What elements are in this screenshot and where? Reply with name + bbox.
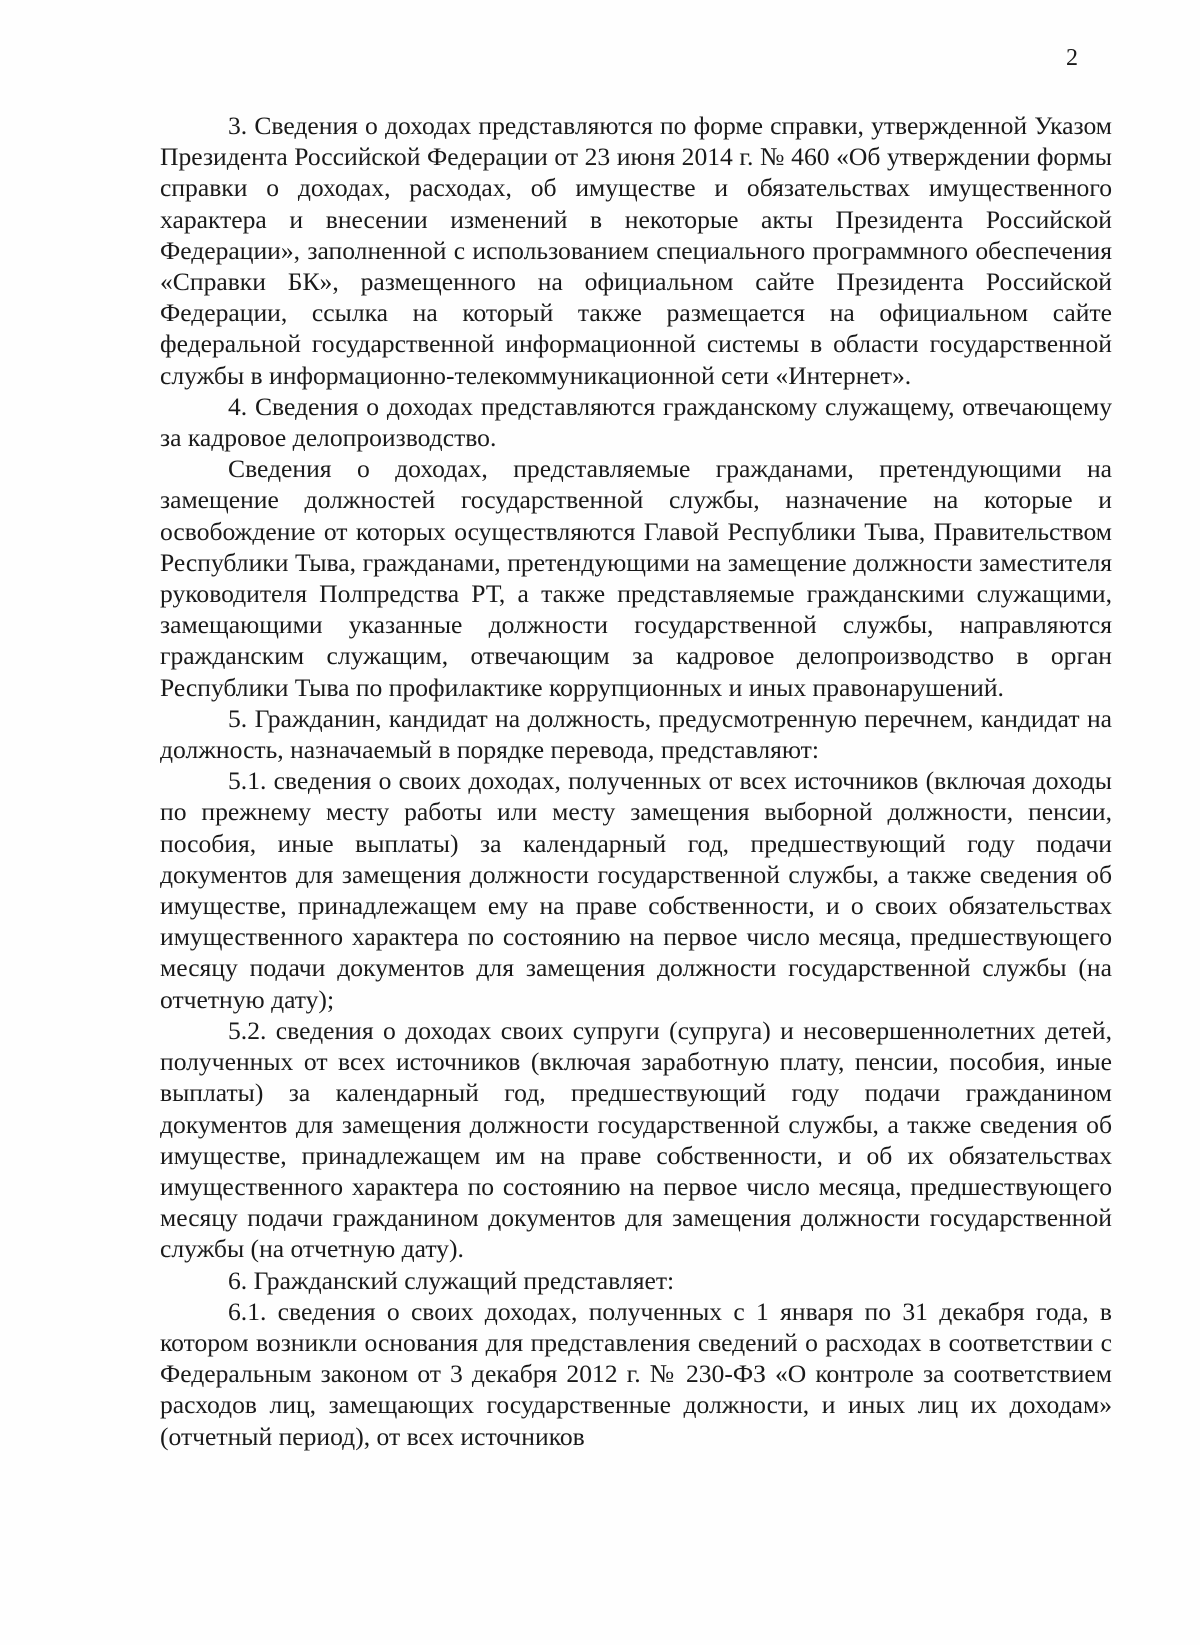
paragraph-3: 3. Сведения о доходах представляются по форме справки, утвержденной Указом Президента Российской Федерации от 23 июня 2014 г. № 460 «Об утверждении формы справки о доходах, расходах, об имуществе и обязательствах имущественного характера и внесении изменений в некоторые акты Президента Российской Федерации», заполненной с использованием специального программного обеспечения «Справки БК», размещенного на официальном сайте Президента Российской Федерации, ссылка на который также размещается на официальном сайте федеральной государственной информационной системы в области государственной службы в информационно-телекоммуникационной сети «Интернет». [160,111,1112,390]
paragraph-5-2: 5.2. сведения о доходах своих супруги (супруга) и несовершеннолетних детей, полученных от всех источников (включая заработную плату, пенсии, пособия, иные выплаты) за календарный год, предшествующий году подачи гражданином документов для замещения должности государственной службы, а также сведения об имуществе, принадлежащем им на праве собственности, и об их обязательствах имущественного характера по состоянию на первое число месяца, предшествующего месяцу подачи гражданином документов для замещения должности государственной службы (на отчетную дату). [160,1015,1112,1264]
document-body [160,110,1112,1452]
paragraph-5: 5. Гражданин, кандидат на должность, предусмотренную перечнем, кандидат на должность, назначаемый в порядке перевода, представляют: [160,703,1112,765]
paragraph-4-continued: Сведения о доходах, представляемые гражданами, претендующими на замещение должностей государственной службы, назначение на которые и освобождение от которых осуществляются Главой Республики Тыва, Правительством Республики Тыва, гражданами, претендующими на замещение должности заместителя руководителя Полпредства РТ, а также представляемые гражданскими служащими, замещающими указанные должности государственной службы, направляются гражданским служащим, отвечающим за кадровое делопроизводство в орган Республики Тыва по профилактике коррупционных и иных правонарушений. [160,454,1112,702]
paragraph-6-1: 6.1. сведения о своих доходах, полученных с 1 января по 31 декабря года, в котором возникли основания для представления сведений о расходах в соответствии с Федеральным законом от 3 декабря 2012 г. № 230-ФЗ «О контроле за соответствием расходов лиц, замещающих государственные должности, и иных лиц их доходам» (отчетный период), от всех источников [160,1296,1112,1451]
paragraph-6: 6. Гражданский служащий представляет: [228,1265,675,1295]
paragraph-4: 4. Сведения о доходах представляются гражданскому служащему, отвечающему за кадровое делопроизводство. [160,391,1112,453]
paragraph-5-1: 5.1. сведения о своих доходах, полученных от всех источников (включая доходы по прежнему месту работы или месту замещения выборной должности, пенсии, пособия, иные выплаты) за календарный год, предшествующий году подачи документов для замещения должности государственной службы, а также сведения об имуществе, принадлежащем ему на праве собственности, и о своих обязательствах имущественного характера по состоянию на первое число месяца, предшествующего месяцу подачи документов для замещения должности государственной службы (на отчетную дату); [160,766,1112,1014]
page-number: 2 [1066,45,1078,71]
